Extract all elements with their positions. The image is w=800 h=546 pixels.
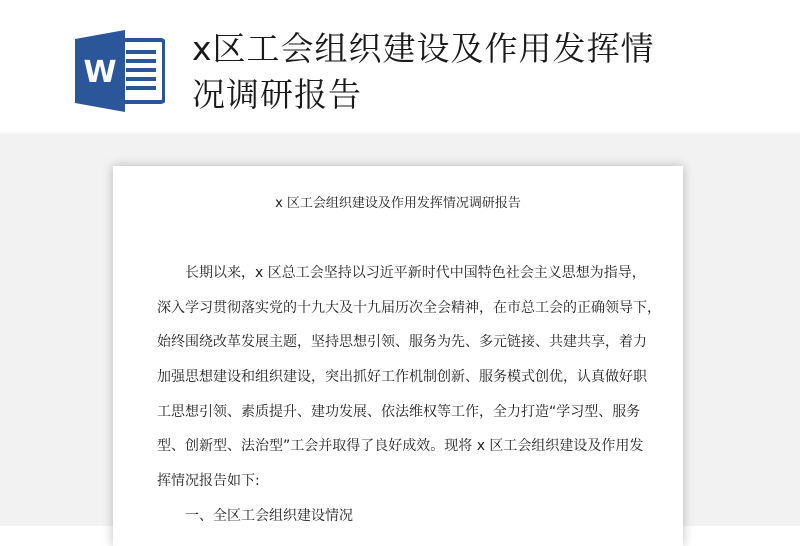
document-page <box>113 166 683 546</box>
page-title-line-1: x区工会组织建设及作用发挥情 <box>192 29 655 68</box>
paragraph-line: 工思想引领、素质提升、建功发展、依法维权等工作，全力打造“学习型、服务 <box>157 403 641 420</box>
page-title <box>192 26 752 118</box>
word-icon <box>75 30 165 112</box>
word-icon-letter: W <box>83 55 117 90</box>
document-body <box>157 256 661 534</box>
paragraph-line: 深入学习贯彻落实党的十九大及十九届历次全会精神，在市总工会的正确领导下， <box>157 299 661 316</box>
paragraph-line: 加强思想建设和组织建设，突出抓好工作机制创新、服务模式创优，认真做好职 <box>157 369 647 386</box>
paragraph-line: 挥情况报告如下: <box>157 473 260 490</box>
paragraph-line: 始终围绕改革发展主题，坚持思想引领、服务为先、多元链接、共建共享，着力 <box>157 334 647 351</box>
paragraph-line: 型、创新型、法治型”工会并取得了良好成效。现将 x 区工会组织建设及作用发 <box>157 438 644 455</box>
paragraph-line: 长期以来，x 区总工会坚持以习近平新时代中国特色社会主义思想为指导， <box>185 265 646 281</box>
document-title: x 区工会组织建设及作用发挥情况调研报告 <box>275 196 521 211</box>
section-heading: 一、全区工会组织建设情况 <box>185 507 353 524</box>
page-title-line-2: 况调研报告 <box>192 75 362 114</box>
